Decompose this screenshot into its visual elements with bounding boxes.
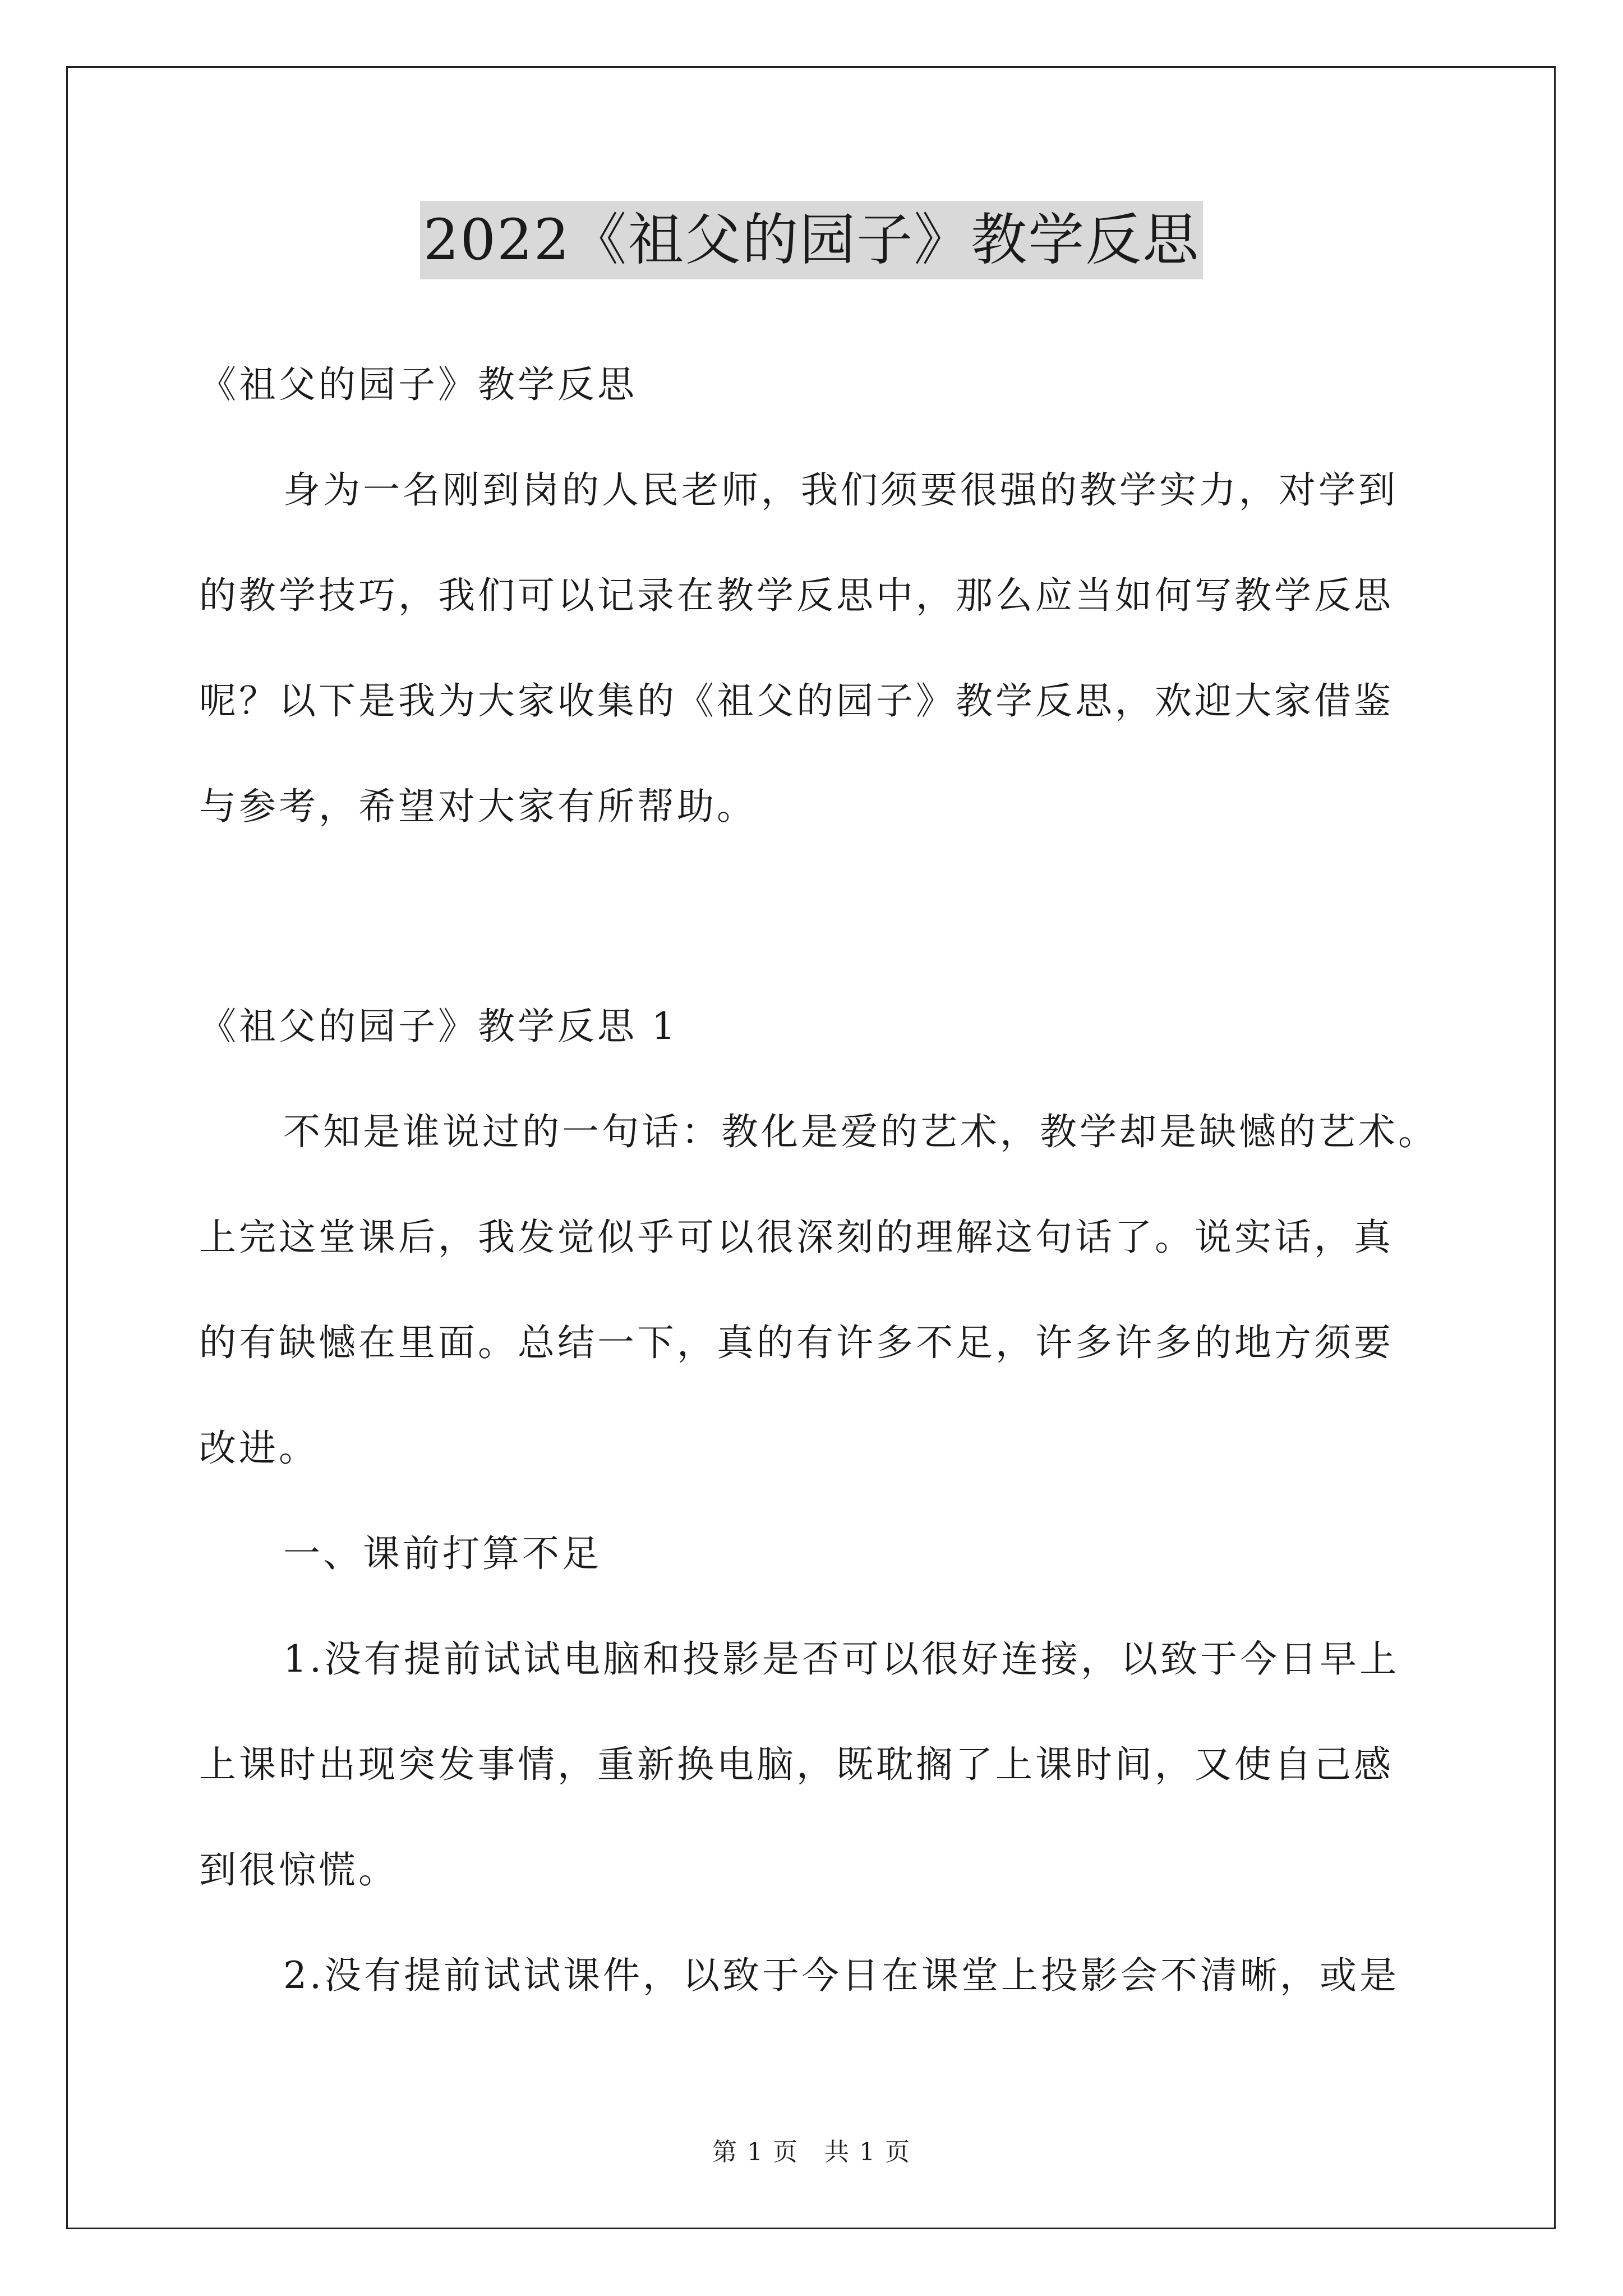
point-heading: 一、课前打算不足	[283, 1532, 602, 1575]
intro-line-1: 身为一名刚到岗的人民老师，我们须要很强的教学实力，对学到	[283, 468, 1398, 512]
page-footer: 第 1 页 共 1 页	[712, 2138, 911, 2166]
intro-line-4: 与参考，希望对大家有所帮助。	[199, 785, 757, 828]
para1-line-1: 不知是谁说过的一句话：教化是爱的艺术，教学却是缺憾的艺术。	[283, 1110, 1438, 1153]
point1-line-3: 到很惊慌。	[199, 1848, 398, 1892]
section-heading: 《祖父的园子》教学反思 1	[199, 1005, 678, 1048]
intro-line-2: 的教学技巧，我们可以记录在教学反思中，那么应当如何写教学反思	[199, 574, 1394, 617]
para1-line-2: 上完这堂课后，我发觉似乎可以很深刻的理解这句话了。说实话，真	[199, 1216, 1394, 1259]
para1-line-3: 的有缺憾在里面。总结一下，真的有许多不足，许多许多的地方须要	[199, 1321, 1394, 1364]
subtitle: 《祖父的园子》教学反思	[199, 363, 637, 406]
point1-line-2: 上课时出现突发事情，重新换电脑，既耽搁了上课时间，又使自己感	[199, 1743, 1394, 1786]
point1-line-1: 1.没有提前试试电脑和投影是否可以很好连接，以致于今日早上	[283, 1637, 1399, 1681]
document-title: 2022《祖父的园子》教学反思	[420, 201, 1204, 279]
point2-line-1: 2.没有提前试试课件，以致于今日在课堂上投影会不清晰，或是	[283, 1954, 1399, 1997]
para1-line-4: 改进。	[199, 1427, 319, 1470]
title-container	[0, 201, 1623, 279]
intro-line-3: 呢？以下是我为大家收集的《祖父的园子》教学反思，欢迎大家借鉴	[199, 679, 1394, 723]
